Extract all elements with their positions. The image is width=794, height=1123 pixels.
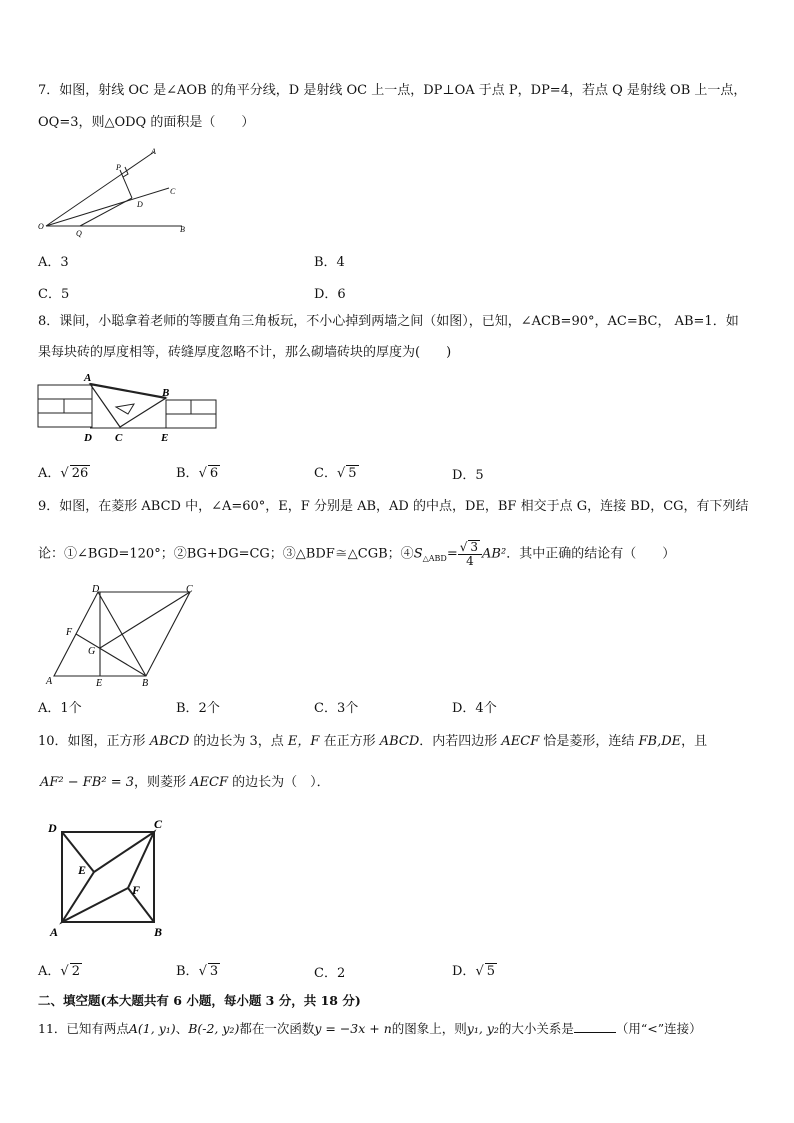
q9-option-c[interactable]: C．3个	[314, 701, 359, 716]
q10-figure	[44, 816, 174, 940]
q7-label-C: C	[170, 187, 176, 196]
q8-option-b[interactable]: B．√ 6	[176, 466, 219, 481]
q9-label-E: E	[96, 678, 103, 688]
q8-option-d[interactable]: D．5	[452, 468, 484, 483]
q9-label-F: F	[66, 627, 73, 638]
q9-label-C: C	[186, 584, 193, 595]
q9-option-b[interactable]: B．2个	[176, 701, 220, 716]
q9-text-line1: 9．如图，在菱形 ABCD 中，∠A=60°，E，F 分别是 AB，AD 的中点，DE，BF 相交于点 G，连接 BD，CG，有下列结	[38, 499, 749, 514]
q9-label-B: B	[142, 678, 149, 688]
q9-option-a[interactable]: A．1个	[38, 701, 82, 716]
q7-option-a[interactable]: A．3	[38, 255, 69, 270]
q10-label-A: A	[50, 925, 59, 939]
q10-label-F: F	[132, 883, 141, 897]
q8-text-line1: 8．课间，小聪拿着老师的等腰直角三角板玩，不小心掉到两墙之间（如图），已知，∠ACB=90°，AC=BC， AB=1．如	[38, 314, 739, 329]
q9-figure	[40, 584, 200, 688]
q7-option-c[interactable]: C．5	[38, 287, 70, 302]
q8-label-A: A	[84, 372, 92, 384]
q10-label-B: B	[154, 925, 163, 939]
q8-text-line2: 果每块砖的厚度相等，砖缝厚度忽略不计，那么砌墙砖块的厚度为( )	[38, 345, 452, 360]
q7-option-d[interactable]: D．6	[314, 287, 346, 302]
q8-figure	[34, 370, 224, 444]
q11-text: 11．已知有两点A(1, y₁)、B(-2, y₂)都在一次函数y = −3x + n的图象上，则y₁, y₂的大小关系是 （用“<”连接）	[38, 1021, 702, 1036]
q11-answer-blank[interactable]	[574, 1020, 616, 1033]
q7-label-A: A	[151, 147, 156, 156]
q10-label-E: E	[78, 863, 87, 877]
q9-text-line2: 论：①∠BGD=120°；②BG+DG=CG；③△BDF≅△CGB；$④S_{\triangle ABD}=$ $\frac{√ 3}{4}$ AB²．其中正确的结论有（ ）	[38, 540, 676, 568]
q10-label-C: C	[154, 817, 163, 831]
q10-option-b[interactable]: B．√ 3	[176, 964, 219, 979]
q7-label-O: O	[38, 222, 44, 231]
q10-text-line1: 10．如图，正方形 ABCD 的边长为 3，点 E，F 在正方形 ABCD．内若四边形 AECF 恰是菱形，连结 FB,DE，且	[38, 734, 708, 749]
q7-text-line1: 7．如图，射线 OC 是∠AOB 的角平分线，D 是射线 OC 上一点，DP⊥OA 于点 P，DP=4，若点 Q 是射线 OB 上一点，	[38, 83, 747, 98]
q9-label-D: D	[92, 584, 100, 595]
q8-option-c[interactable]: C．√ 5	[314, 466, 357, 481]
q10-option-d[interactable]: D．√ 5	[452, 964, 496, 979]
q10-equation: AF² − FB² = 3	[40, 775, 134, 790]
q8-label-D: D	[84, 432, 92, 444]
section-heading-fill-in: 二、填空题(本大题共有 6 小题，每小题 3 分，共 18 分)	[38, 993, 361, 1008]
q9-fraction: $\frac{√ 3}{4}$	[458, 540, 482, 568]
q9-option-d[interactable]: D．4个	[452, 701, 497, 716]
q7-label-B: B	[180, 225, 185, 234]
q10-option-c[interactable]: C．2	[314, 966, 346, 981]
q7-text-line2: OQ=3，则△ODQ 的面积是（ ）	[38, 115, 255, 130]
q7-label-D: D	[137, 200, 143, 209]
q7-figure	[34, 140, 204, 240]
q9-area-symbol: S	[413, 546, 423, 562]
q7-option-b[interactable]: B．4	[314, 255, 345, 270]
q10-label-D: D	[48, 821, 57, 835]
q10-option-a[interactable]: A．√ 2	[38, 964, 80, 979]
q9-label-G: G	[88, 646, 96, 657]
q8-option-a[interactable]: A．√ 26	[38, 466, 89, 481]
q9-label-A: A	[46, 676, 53, 687]
q10-text-line2: AF² − FB² = 3，则菱形 AECF 的边长为（ ）．	[40, 775, 330, 790]
q7-label-P: P	[116, 163, 121, 172]
q8-label-B: B	[162, 387, 170, 399]
q8-label-E: E	[161, 432, 169, 444]
q7-label-Q: Q	[76, 229, 82, 238]
q8-label-C: C	[115, 432, 123, 444]
